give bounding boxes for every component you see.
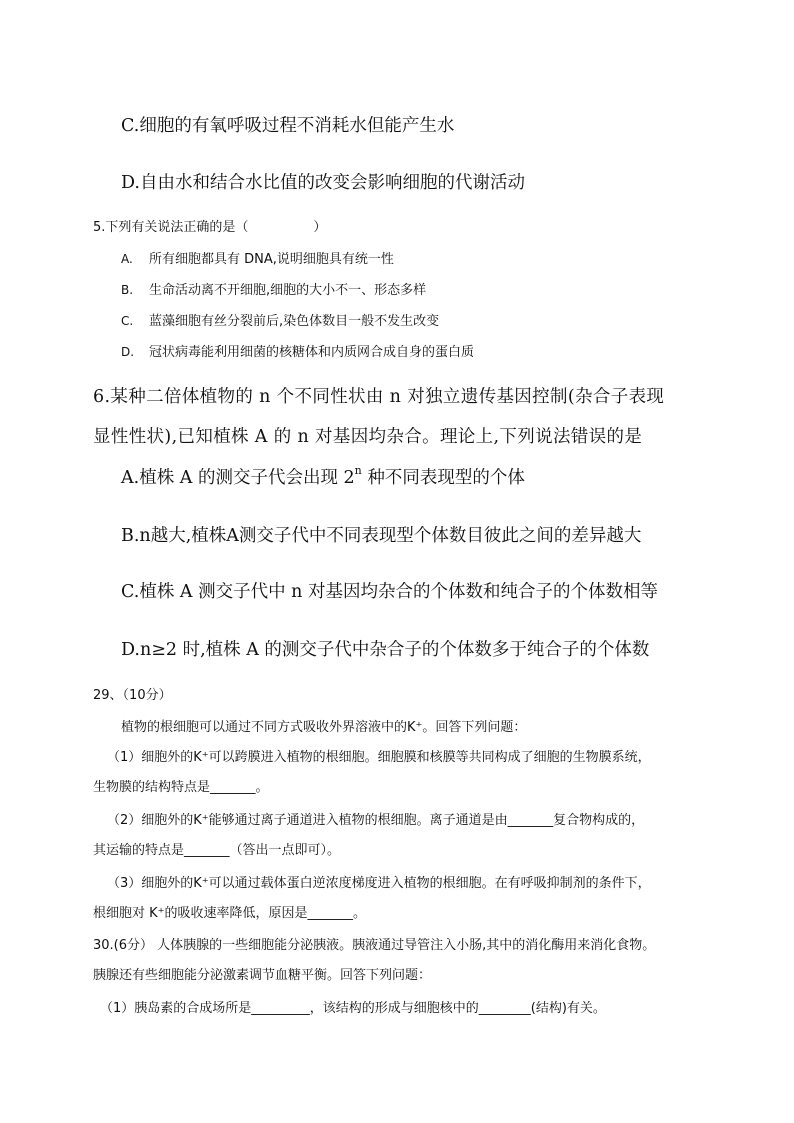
q4-option-c: C.细胞的有氧呼吸过程不消耗水但能产生水	[121, 116, 455, 136]
q5-option-d	[121, 341, 474, 360]
q29-title: 29、（10分）	[93, 688, 172, 703]
q6-option-d: D.n≥2 时,植株 A 的测交子代中杂合子的个体数多于纯合子的个体数	[121, 640, 650, 660]
option-text: 生命活动离不开细胞,细胞的大小不一、形态多样	[149, 283, 427, 298]
q29-intro: 植物的根细胞可以通过不同方式吸收外界溶液中的K⁺。回答下列问题：	[121, 720, 527, 735]
q29-part1-line1: （1）细胞外的K⁺可以跨膜进入植物的根细胞。细胞膜和核膜等共同构成了细胞的生物膜系统，	[107, 750, 651, 765]
q29-part2-line2: 其运输的特点是_______（答出一点即可）。	[93, 843, 341, 858]
q30-stem-line2: 胰腺还有些细胞能分泌激素调节血糖平衡。回答下列问题：	[93, 968, 432, 983]
q6-option-a-text-rest: 种不同表现型的个体	[361, 468, 525, 488]
q6-option-a-text: A.植株 A 的测交子代会出现 2	[121, 468, 355, 488]
q30-part1: （1）胰岛素的合成场所是_________，该结构的形成与细胞核中的________(结构)有关。	[100, 1001, 606, 1016]
q29-part2-line1: （2）细胞外的K⁺能够通过离子通道进入植物的根细胞。离子通道是由_______复合物构成的，	[107, 813, 645, 828]
option-text: 冠状病毒能利用细菌的核糖体和内质网合成自身的蛋白质	[149, 345, 475, 360]
q5-option-c	[121, 310, 439, 329]
option-letter: A.	[121, 252, 133, 266]
q6-option-c: C.植株 A 测交子代中 n 对基因均杂合的个体数和纯合子的个体数相等	[121, 582, 658, 602]
q5-option-a	[121, 248, 394, 267]
q6-stem-line2: 显性性状),已知植株 A 的 n 对基因均杂合。理论上,下列说法错误的是	[93, 427, 643, 447]
option-letter: C.	[121, 314, 134, 328]
q5-stem: 5.下列有关说法正确的是（ ）	[93, 220, 327, 235]
q4-option-d: D.自由水和结合水比值的改变会影响细胞的代谢活动	[121, 173, 525, 193]
q5-option-b	[121, 279, 426, 298]
option-text: 蓝藻细胞有丝分裂前后,染色体数目一般不发生改变	[149, 314, 440, 329]
q29-part1-line2: 生物膜的结构特点是_______。	[93, 780, 269, 795]
q29-part3-line1: （3）细胞外的K⁺可以通过载体蛋白逆浓度梯度进入植物的根细胞。在有呼吸抑制剂的条件下，	[107, 876, 651, 891]
q29-part3-line2: 根细胞对 K⁺的吸收速率降低，原因是_______。	[93, 906, 367, 921]
q6-stem-line1: 6.某种二倍体植物的 n 个不同性状由 n 对独立遗传基因控制(杂合子表现	[93, 387, 665, 407]
exponent-n: n	[354, 464, 362, 478]
option-letter: D.	[121, 345, 135, 359]
option-letter: B.	[121, 283, 134, 297]
q6-option-a	[121, 464, 525, 489]
option-text: 所有细胞都具有 DNA,说明细胞具有统一性	[149, 252, 394, 267]
q30-stem-line1: 30.(6分） 人体胰腺的一些细胞能分泌胰液。胰液通过导管注入小肠,其中的消化酶用来消化食物。	[93, 938, 656, 953]
q6-option-b: B.n越大,植株A测交子代中不同表现型个体数目彼此之间的差异越大	[121, 526, 642, 546]
